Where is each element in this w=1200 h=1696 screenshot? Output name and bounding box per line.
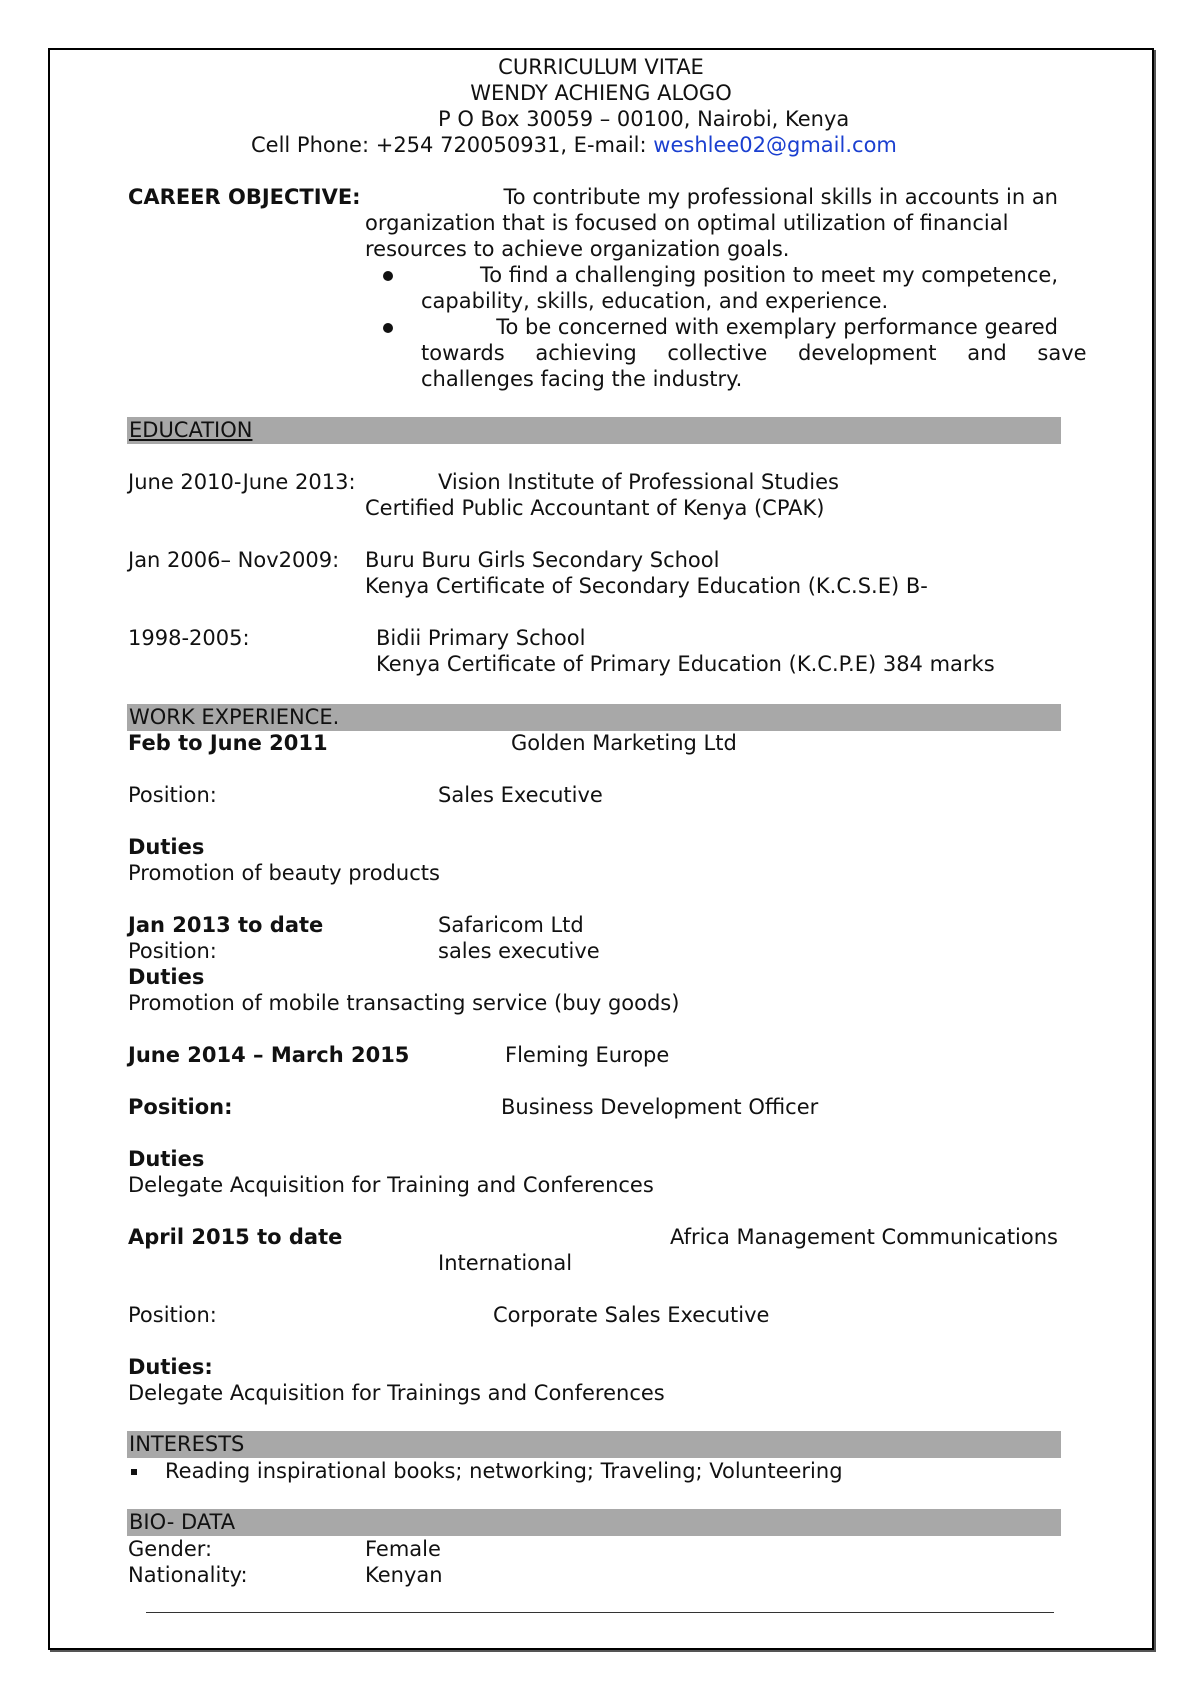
interests-text: Reading inspirational books; networking; Traveling; Volunteering [165, 1459, 843, 1483]
address: P O Box 30059 – 00100, Nairobi, Kenya [438, 107, 850, 131]
edu-3-award: Kenya Certificate of Primary Education (K.C.P.E) 384 marks [376, 652, 995, 676]
edu-2-award: Kenya Certificate of Secondary Education (K.C.S.E) B- [365, 574, 928, 598]
objective-label: CAREER OBJECTIVE: [128, 185, 361, 209]
email-link[interactable]: weshlee02@gmail.com [653, 133, 897, 157]
job-4-position-label: Position: [128, 1303, 217, 1327]
candidate-name: WENDY ACHIENG ALOGO [470, 81, 732, 105]
objective-bullet-2-line-2-text: towards achieving collective development and save [421, 341, 1087, 365]
job-4-company-line-2: International [438, 1251, 573, 1275]
job-3-duties: Delegate Acquisition for Training and Conferences [128, 1173, 654, 1197]
document-title: CURRICULUM VITAE [498, 55, 704, 79]
objective-bullet-2-line-2 [421, 340, 1087, 366]
job-4-duties: Delegate Acquisition for Trainings and Conferences [128, 1381, 665, 1405]
nationality-label: Nationality: [128, 1563, 248, 1587]
job-3-duties-label: Duties [128, 1147, 205, 1171]
objective-text-line-2: organization that is focused on optimal utilization of financial [365, 211, 1009, 235]
bullet-icon [383, 271, 393, 281]
gender-value: Female [365, 1537, 441, 1561]
job-3-position-label: Position: [128, 1095, 233, 1119]
nationality-value: Kenyan [365, 1563, 443, 1587]
footer-rule [146, 1612, 1054, 1613]
phone-text: Cell Phone: +254 720050931, E-mail: [251, 133, 654, 157]
job-2-duties-label: Duties [128, 965, 205, 989]
bullet-icon [383, 323, 393, 333]
edu-2-date: Jan 2006– Nov2009: [128, 548, 340, 572]
section-heading-education [127, 417, 1061, 444]
section-heading-work [127, 704, 1061, 731]
section-heading-interests [127, 1431, 1061, 1458]
objective-text-line-1: To contribute my professional skills in accounts in an [503, 185, 1058, 209]
job-1-duties: Promotion of beauty products [128, 861, 440, 885]
contact-line [251, 132, 897, 158]
edu-2-school: Buru Buru Girls Secondary School [365, 548, 720, 572]
work-heading: WORK EXPERIENCE. [129, 705, 340, 729]
job-2-position-label: Position: [128, 939, 217, 963]
objective-bullet-2-line-1: To be concerned with exemplary performance geared [496, 315, 1058, 339]
job-4-company: Africa Management Communications [669, 1225, 1058, 1249]
job-1-position: Sales Executive [438, 783, 603, 807]
job-1-position-label: Position: [128, 783, 217, 807]
objective-bullet-1-line-2: capability, skills, education, and experience. [421, 289, 889, 313]
square-bullet-icon [131, 1469, 137, 1475]
bio-heading: BIO- DATA [129, 1510, 236, 1534]
education-heading: EDUCATION [129, 418, 253, 442]
job-4-position: Corporate Sales Executive [493, 1303, 770, 1327]
job-1-duties-label: Duties [128, 835, 205, 859]
gender-label: Gender: [128, 1537, 213, 1561]
job-1-date: Feb to June 2011 [128, 731, 328, 755]
edu-3-school: Bidii Primary School [376, 626, 586, 650]
job-4-date: April 2015 to date [128, 1225, 343, 1249]
job-2-company: Safaricom Ltd [438, 913, 584, 937]
objective-bullet-2-line-3: challenges facing the industry. [421, 367, 743, 391]
objective-bullet-1-line-1: To find a challenging position to meet my competence, [479, 263, 1058, 287]
objective-text-line-3: resources to achieve organization goals. [365, 237, 790, 261]
interests-heading: INTERESTS [129, 1432, 245, 1456]
job-2-position: sales executive [438, 939, 600, 963]
edu-1-date: June 2010-June 2013: [128, 470, 356, 494]
job-2-date: Jan 2013 to date [128, 913, 324, 937]
job-3-company: Fleming Europe [505, 1043, 670, 1067]
edu-3-date: 1998-2005: [128, 626, 250, 650]
edu-1-school: Vision Institute of Professional Studies [438, 470, 839, 494]
section-heading-bio [127, 1509, 1061, 1536]
job-2-duties: Promotion of mobile transacting service (buy goods) [128, 991, 680, 1015]
job-3-position: Business Development Officer [501, 1095, 819, 1119]
job-3-date: June 2014 – March 2015 [128, 1043, 410, 1067]
job-1-company: Golden Marketing Ltd [511, 731, 737, 755]
job-4-duties-label: Duties: [128, 1355, 213, 1379]
edu-1-award: Certified Public Accountant of Kenya (CPAK) [365, 496, 825, 520]
